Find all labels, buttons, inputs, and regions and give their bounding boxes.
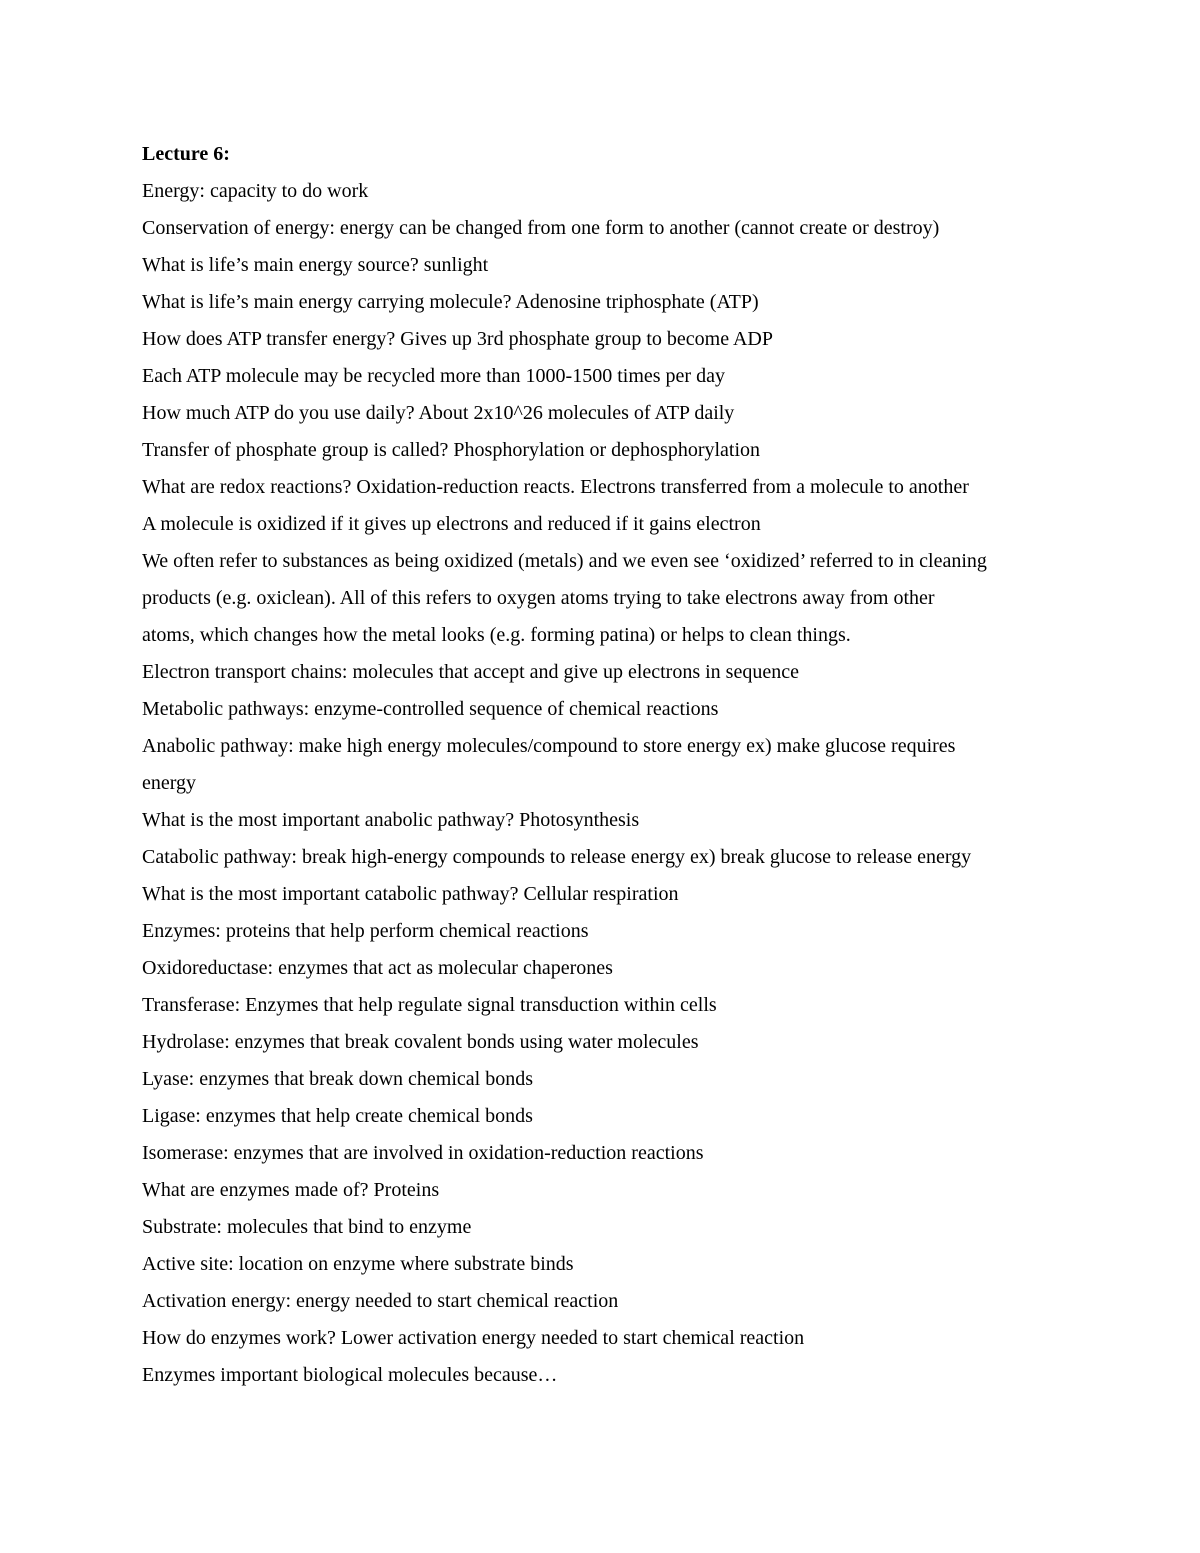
lecture-title: Lecture 6:: [142, 143, 230, 165]
note-line: atoms, which changes how the metal looks (e.g. forming patina) or helps to clean things.: [142, 624, 851, 646]
note-line: Activation energy: energy needed to start chemical reaction: [142, 1290, 619, 1312]
note-line: How do enzymes work? Lower activation energy needed to start chemical reaction: [142, 1327, 805, 1349]
note-line: Conservation of energy: energy can be changed from one form to another (cannot create or destroy): [142, 217, 940, 239]
note-line: Transfer of phosphate group is called? Phosphorylation or dephosphorylation: [142, 439, 761, 461]
note-line: What are enzymes made of? Proteins: [142, 1179, 440, 1201]
note-line: Active site: location on enzyme where substrate binds: [142, 1253, 574, 1275]
note-line: Catabolic pathway: break high-energy compounds to release energy ex) break glucose to release energy: [142, 846, 972, 868]
notes-list: [142, 173, 1072, 1394]
note-line: What is the most important catabolic pathway? Cellular respiration: [142, 883, 679, 905]
note-line: Isomerase: enzymes that are involved in oxidation-reduction reactions: [142, 1142, 704, 1164]
note-line: How much ATP do you use daily? About 2x10^26 molecules of ATP daily: [142, 402, 735, 424]
note-line: Lyase: enzymes that break down chemical bonds: [142, 1068, 533, 1090]
note-line: products (e.g. oxiclean). All of this refers to oxygen atoms trying to take electrons away from other: [142, 587, 935, 609]
note-line: Enzymes important biological molecules because…: [142, 1364, 558, 1386]
note-line: What is life’s main energy carrying molecule? Adenosine triphosphate (ATP): [142, 291, 759, 313]
note-line: Transferase: Enzymes that help regulate signal transduction within cells: [142, 994, 717, 1016]
note-line: Energy: capacity to do work: [142, 180, 369, 202]
note-line: Anabolic pathway: make high energy molecules/compound to store energy ex) make glucose requires: [142, 735, 956, 757]
note-line: Metabolic pathways: enzyme-controlled sequence of chemical reactions: [142, 698, 719, 720]
note-line: Ligase: enzymes that help create chemical bonds: [142, 1105, 533, 1127]
note-line: Each ATP molecule may be recycled more than 1000-1500 times per day: [142, 365, 725, 387]
note-line: Electron transport chains: molecules that accept and give up electrons in sequence: [142, 661, 799, 683]
note-line: What is the most important anabolic pathway? Photosynthesis: [142, 809, 640, 831]
note-line: energy: [142, 772, 197, 794]
note-line: What are redox reactions? Oxidation-reduction reacts. Electrons transferred from a molecule to another: [142, 476, 969, 498]
document-body: [142, 136, 1072, 1394]
note-line: Hydrolase: enzymes that break covalent bonds using water molecules: [142, 1031, 699, 1053]
note-line: Substrate: molecules that bind to enzyme: [142, 1216, 472, 1238]
note-line: Enzymes: proteins that help perform chemical reactions: [142, 920, 589, 942]
note-line: We often refer to substances as being oxidized (metals) and we even see ‘oxidized’ referred to in cleaning: [142, 550, 987, 572]
note-line: What is life’s main energy source? sunlight: [142, 254, 489, 276]
note-line: Oxidoreductase: enzymes that act as molecular chaperones: [142, 957, 613, 979]
note-line: A molecule is oxidized if it gives up electrons and reduced if it gains electron: [142, 513, 761, 535]
note-line: How does ATP transfer energy? Gives up 3rd phosphate group to become ADP: [142, 328, 773, 350]
